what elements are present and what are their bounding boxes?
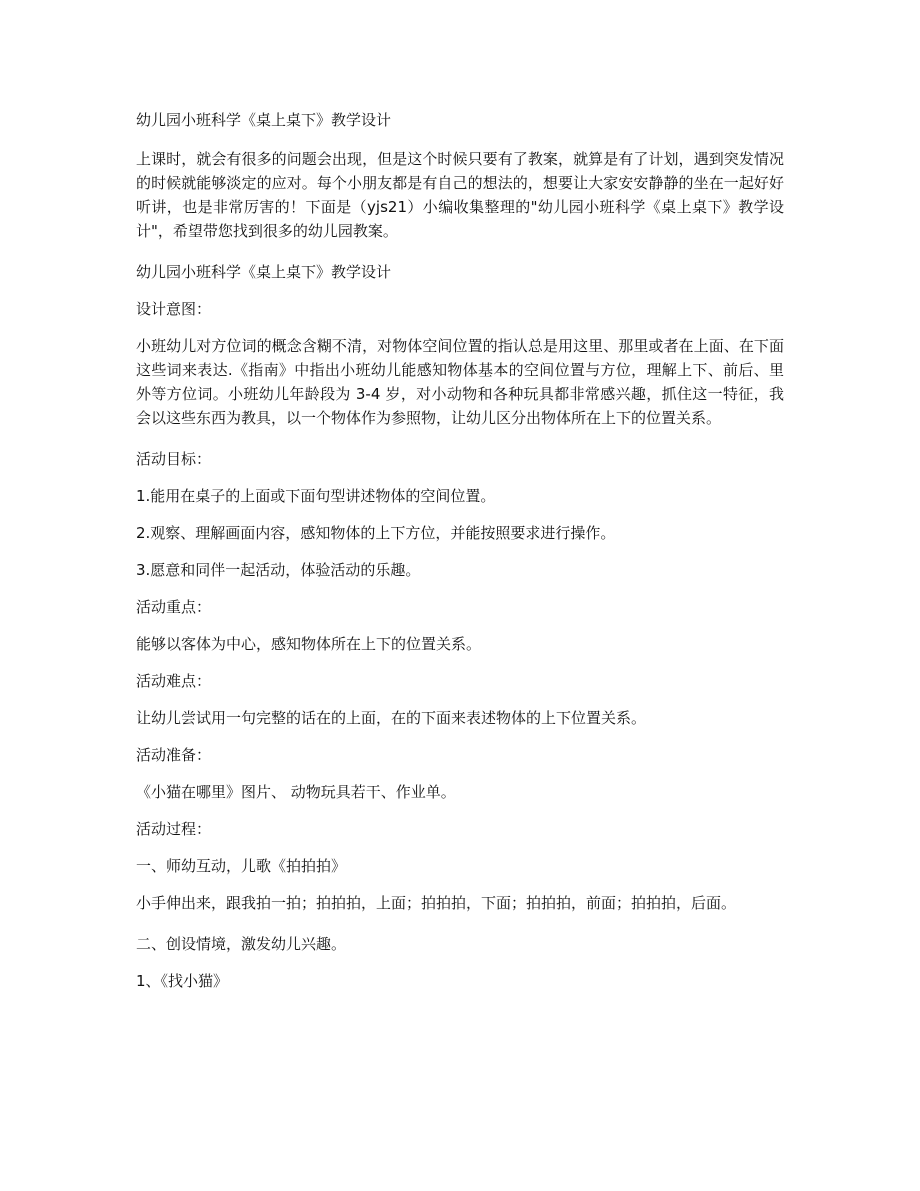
preparation-heading: 活动准备： [136,746,212,764]
document-page [136,108,784,1006]
difficulty-text: 让幼儿尝试用一句完整的话在的上面，在的下面来表述物体的上下位置关系。 [136,709,647,727]
design-intent-paragraph: 小班幼儿对方位词的概念含糊不清，对物体空间位置的指认总是用这里、那里或者在上面、在下面这些词来表达.《指南》中指出小班幼儿能感知物体基本的空间位置与方位，理解上下、前后、里外等方位词。小班幼儿年龄段为 3-4 岁，对小动物和各种玩具都非常感兴趣，抓住这一特征，我会以这些东西为教具，以一个物体作为参照物，让幼儿区分出物体所在上下的位置关系。 [136,337,784,427]
step-2-heading: 二、创设情境，激发幼儿兴趣。 [136,935,347,953]
key-point-text: 能够以客体为中心，感知物体所在上下的位置关系。 [136,635,482,653]
subtitle: 幼儿园小班科学《桌上桌下》教学设计 [136,263,392,281]
goals-heading: 活动目标： [136,450,212,468]
difficulty-heading: 活动难点： [136,672,212,690]
key-point-heading: 活动重点： [136,598,212,616]
goal-item-3: 3.愿意和同伴一起活动，体验活动的乐趣。 [136,561,421,579]
goal-item-2: 2.观察、理解画面内容，感知物体的上下方位，并能按照要求进行操作。 [136,524,616,542]
goal-item-1: 1.能用在桌子的上面或下面句型讲述物体的空间位置。 [136,487,496,505]
design-intent-heading: 设计意图： [136,300,212,318]
preparation-text: 《小猫在哪里》图片、 动物玩具若干、作业单。 [136,783,456,801]
intro-paragraph: 上课时，就会有很多的问题会出现，但是这个时候只要有了教案，就算是有了计划，遇到突发情况的时候就能够淡定的应对。每个小朋友都是有自己的想法的，想要让大家安安静静的坐在一起好好听讲，也是非常厉害的！下面是（yjs21）小编收集整理的"幼儿园小班科学《桌上桌下》教学设计"，希望带您找到很多的幼儿园教案。 [136,150,784,240]
process-heading: 活动过程： [136,820,212,838]
document-title: 幼儿园小班科学《桌上桌下》教学设计 [136,111,392,129]
step-2-item-1: 1、《找小猫》 [136,972,229,990]
step-1-heading: 一、师幼互动，儿歌《拍拍拍》 [136,857,347,875]
step-1-text: 小手伸出来，跟我拍一拍；拍拍拍，上面；拍拍拍，下面；拍拍拍，前面；拍拍拍，后面。 [136,894,737,912]
